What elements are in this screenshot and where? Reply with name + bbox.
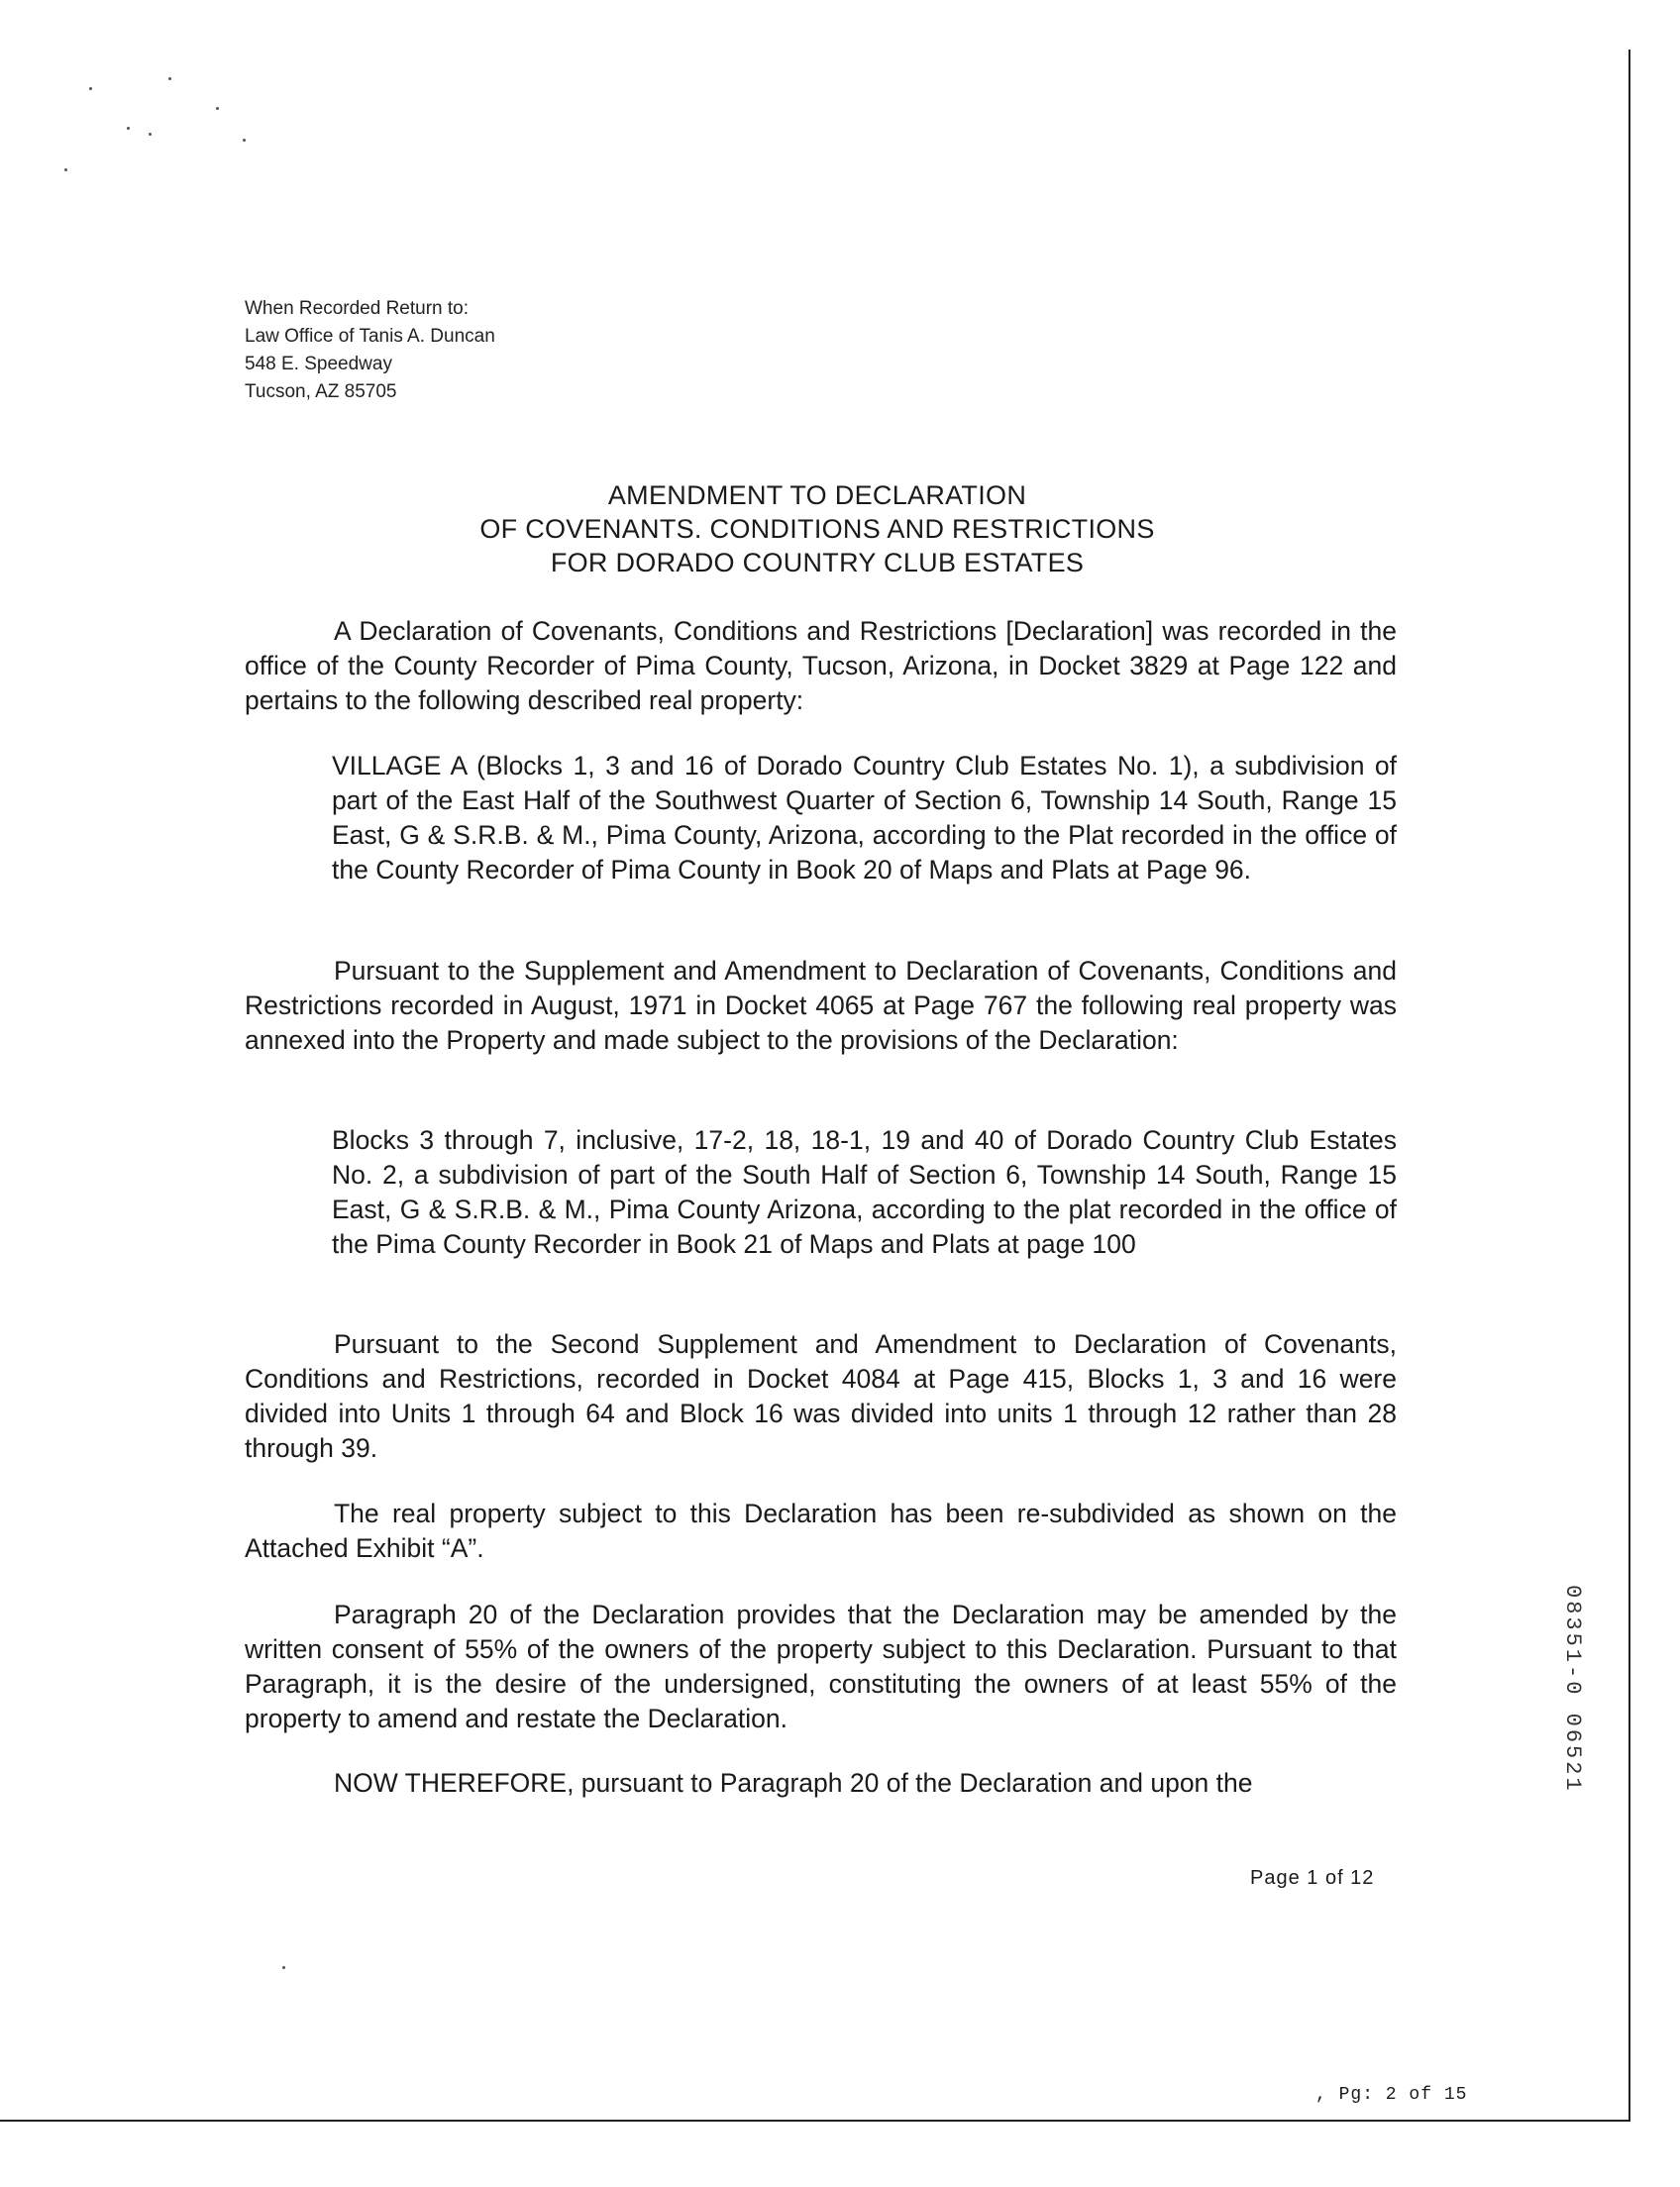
page-number: Page 1 of 12 [1250,1867,1375,1889]
return-address-line: When Recorded Return to: [245,298,470,319]
scan-speck [64,168,67,171]
scan-speck [168,77,171,80]
property-description: Blocks 3 through 7, inclusive, 17-2, 18, 18-1, 19 and 40 of Dorado Country Club Estates No. 2, a subdivision of part of the South Half of Section 6, Township 14 South, Range 15 East, G & S.R.B. & M., Pima County Arizona, according to the plat recorded in the office of the Pima County Recorder in Book 21 of Maps and Plats at page 100 [332,1125,1397,1259]
recital-paragraph: A Declaration of Covenants, Conditions and Restrictions [Declaration] was recorded in the office of the County Recorder of Pima County, Tucson, Arizona, in Docket 3829 at Page 122 and pertains to the following described real property: [245,616,1397,715]
scan-speck [282,1966,285,1969]
scan-speck [216,107,219,110]
scan-border-bottom [0,2120,1630,2122]
scan-speck [127,127,130,130]
recital-paragraph: The real property subject to this Declaration has been re-subdivided as shown on the Attached Exhibit “A”. [245,1499,1397,1563]
property-description: VILLAGE A (Blocks 1, 3 and 16 of Dorado Country Club Estates No. 1), a subdivision of part of the East Half of the Southwest Quarter of Section 6, Township 14 South, Range 15 East, G & S.R.B. & M., Pima County, Arizona, according to the Plat recorded in the office of the County Recorder of Pima County in Book 20 of Maps and Plats at Page 96. [332,751,1397,885]
recital-paragraph: Pursuant to the Supplement and Amendment to Declaration of Covenants, Conditions and Restrictions recorded in August, 1971 in Docket 4065 at Page 767 the following real property was annexed into the Property and made subject to the provisions of the Declaration: [245,956,1397,1055]
title-line: OF COVENANTS. CONDITIONS AND RESTRICTIONS [479,514,1155,544]
title-line: FOR DORADO COUNTRY CLUB ESTATES [550,548,1085,577]
recital-paragraph: Pursuant to the Second Supplement and Amendment to Declaration of Covenants, Conditions and Restrictions, recorded in Docket 4084 at Page 415, Blocks 1, 3 and 16 were divided into Units 1 through 64 and Block 16 was divided into units 1 through 12 rather than 28 through 39. [245,1329,1397,1463]
return-address-line: 548 E. Speedway [245,354,392,374]
return-address-line: Tucson, AZ 85705 [245,381,397,402]
title-line: AMENDMENT TO DECLARATION [607,480,1027,510]
recording-number-stamp: 08351-0 06521 [1560,1585,1585,1794]
scan-speck [149,133,152,136]
document-title [297,478,1337,579]
scan-speck [89,87,92,90]
recorder-page-stamp: , Pg: 2 of 15 [1315,2085,1468,2105]
scan-speck [243,139,246,142]
recital-paragraph: Paragraph 20 of the Declaration provides that the Declaration may be amended by the written consent of 55% of the owners of the property subject to this Declaration. Pursuant to that Paragraph, it is the desire of the undersigned, constituting the owners of at least 55% of the property to amend and restate the Declaration. [245,1600,1397,1733]
return-address-line: Law Office of Tanis A. Duncan [245,326,495,347]
return-address-block [245,295,495,406]
recital-paragraph: NOW THEREFORE, pursuant to Paragraph 20 of the Declaration and upon the [334,1768,1253,1798]
scan-border-right [1628,50,1630,2120]
